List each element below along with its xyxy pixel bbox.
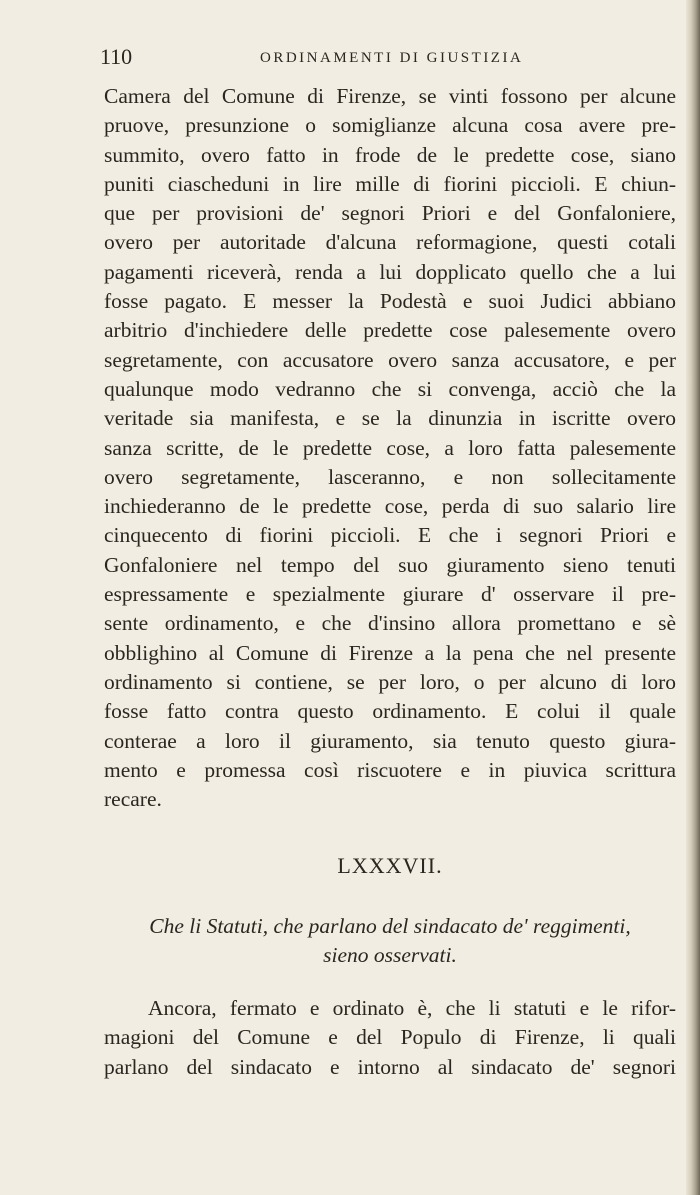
section-title bbox=[104, 912, 676, 971]
text-line: overo per autoritade d'alcuna reformagione, questi cotali bbox=[104, 230, 676, 255]
text-line: segretamente, con accusatore overo sanza accusatore, e per bbox=[104, 347, 676, 372]
text-line: magioni del Comune e del Populo di Firenze, li quali bbox=[104, 1025, 676, 1050]
page-number: 110 bbox=[100, 44, 133, 69]
text-line: fosse pagato. E messer la Podestà e suoi Judici abbiano bbox=[104, 289, 676, 314]
text-line: overo segretamente, lasceranno, e non sollecitamente bbox=[104, 464, 676, 489]
text-line: Ancora, fermato e ordinato è, che li statuti e le rifor- bbox=[148, 996, 676, 1020]
text-line: summito, overo fatto in frode de le predette cose, siano bbox=[104, 142, 676, 167]
text-line: cinquecento di fiorini piccioli. E che i segnori Priori e bbox=[104, 523, 676, 548]
text-line: mento e promessa così riscuotere e in piuvica scrittura bbox=[104, 757, 676, 782]
section-paragraph bbox=[104, 994, 676, 1082]
page-edge-shadow bbox=[686, 0, 700, 1195]
section-title-line: Che li Statuti, che parlano del sindacato de' reggimenti, bbox=[149, 914, 631, 938]
text-line: Gonfaloniere nel tempo del suo giuramento sieno tenuti bbox=[104, 552, 676, 577]
text-line: obblighino al Comune di Firenze a la pena che nel presente bbox=[104, 640, 676, 665]
text-line: ordinamento si contiene, se per loro, o per alcuno di loro bbox=[104, 669, 676, 694]
text-line: parlano del sindacato e intorno al sindacato de' segnori bbox=[104, 1054, 676, 1079]
text-line: conterae a loro il giuramento, sia tenuto questo giura- bbox=[104, 728, 676, 753]
text-line: veritade sia manifesta, e se la dinunzia in iscritte overo bbox=[104, 406, 676, 431]
running-title: ORDINAMENTI DI GIUSTIZIA bbox=[260, 50, 524, 66]
text-line: inchiederanno de le predette cose, perda di suo salario lire bbox=[104, 494, 676, 519]
text-line: pagamenti riceverà, renda a lui dopplicato quello che a lui bbox=[104, 259, 676, 284]
text-line: fosse fatto contra questo ordinamento. E colui il quale bbox=[104, 699, 676, 724]
section-title-line: sieno osservati. bbox=[323, 943, 457, 968]
text-line: sanza scritte, de le predette cose, a loro fatta palesemente bbox=[104, 435, 676, 460]
page-header bbox=[100, 44, 680, 74]
text-line: Camera del Comune di Firenze, se vinti fossono per alcune bbox=[104, 84, 676, 108]
text-line: sente ordinamento, e che d'insino allora promettano e sè bbox=[104, 611, 676, 636]
text-line: recare. bbox=[104, 787, 162, 812]
text-line: espressamente e spezialmente giurare d' osservare il pre- bbox=[104, 582, 676, 607]
text-line: qualunque modo vedranno che si convenga, acciò che la bbox=[104, 376, 676, 401]
text-line: pruove, presunzione o somiglianze alcuna cosa avere pre- bbox=[104, 113, 676, 138]
text-line: que per provisioni de' segnori Priori e del Gonfaloniere, bbox=[104, 201, 676, 226]
text-line: arbitrio d'inchiedere delle predette cose palesemente overo bbox=[104, 318, 676, 343]
section-number: LXXXVII. bbox=[337, 853, 443, 878]
main-paragraph bbox=[104, 82, 676, 814]
text-line: puniti ciascheduni in lire mille di fiorini piccioli. E chiun- bbox=[104, 171, 676, 196]
